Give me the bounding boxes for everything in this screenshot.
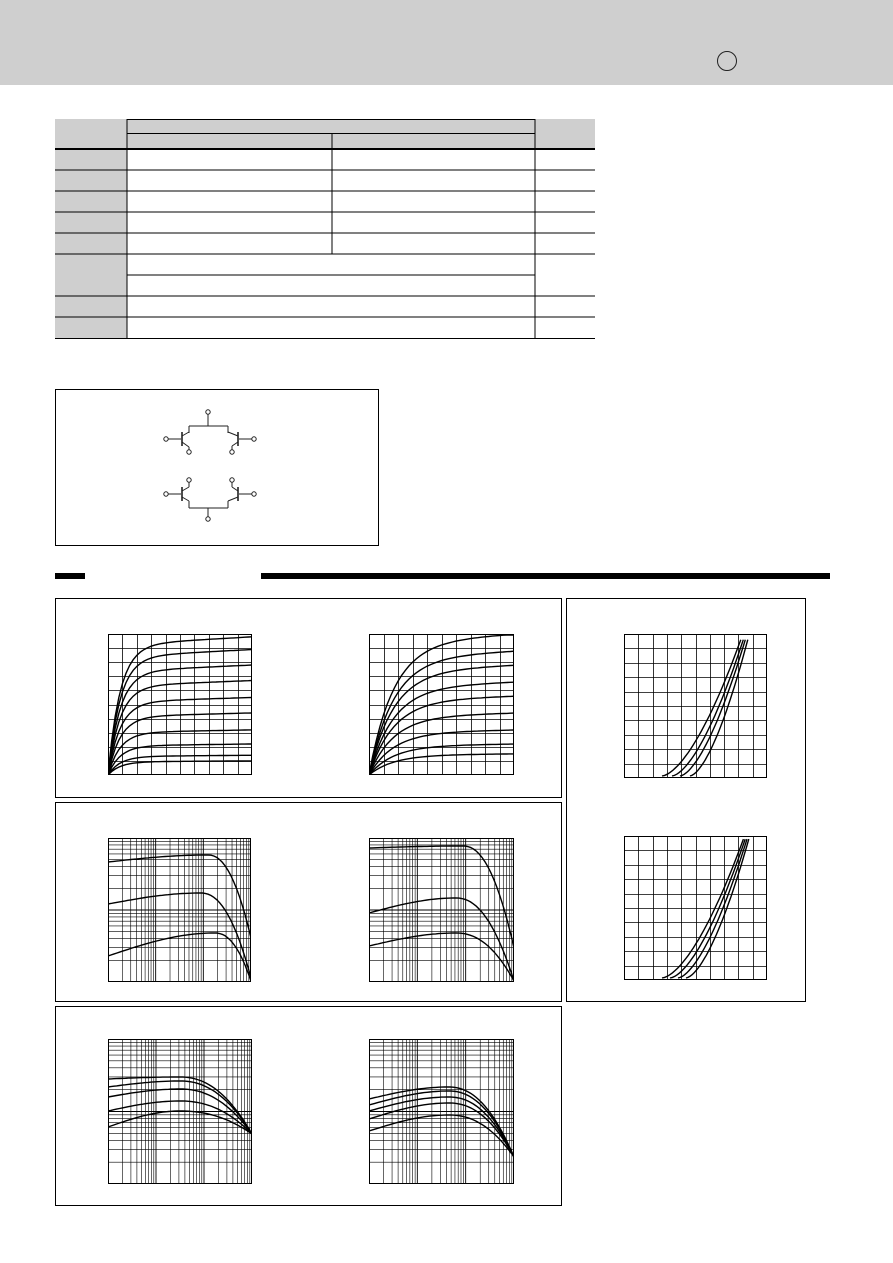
dc-gain-graph <box>108 1039 252 1184</box>
dc-gain-graph <box>369 838 514 982</box>
characteristic-curve-icon <box>369 933 514 981</box>
characteristic-curve-icon <box>662 640 741 776</box>
transistor-icon <box>228 432 256 454</box>
output-characteristic-graph <box>108 634 252 775</box>
plot-frame <box>625 635 767 778</box>
dc-gain-graph <box>369 1039 514 1184</box>
plot-frame <box>109 635 252 775</box>
characteristic-curve-icon <box>369 898 514 981</box>
transistor-icon <box>164 478 191 501</box>
section-bar <box>55 573 85 579</box>
plot-frame <box>625 837 767 980</box>
table-firstcol-fill <box>55 149 127 339</box>
transistor-icon <box>164 432 191 454</box>
characteristic-curve-icon <box>108 855 251 938</box>
characteristic-curve-icon <box>369 744 514 775</box>
characteristic-curve-icon <box>108 755 252 775</box>
characteristic-curve-icon <box>108 730 252 775</box>
header-band <box>0 0 893 85</box>
section-bar <box>261 573 830 579</box>
circle-icon <box>717 51 737 71</box>
characteristic-curve-icon <box>108 761 252 775</box>
input-characteristic-graph <box>624 634 767 778</box>
characteristic-curve-icon <box>369 1097 514 1157</box>
output-characteristic-graph <box>369 634 514 775</box>
characteristic-curve-icon <box>108 933 251 981</box>
terminal-icon <box>206 410 210 414</box>
input-characteristic-graph <box>624 836 767 980</box>
characteristic-curve-icon <box>108 637 252 775</box>
circuit-diagram <box>55 389 379 546</box>
transistor-icon <box>228 478 256 501</box>
dc-gain-graph <box>108 838 251 982</box>
characteristic-curve-icon <box>369 665 514 775</box>
spec-table <box>55 119 595 339</box>
characteristic-curve-icon <box>369 730 514 775</box>
terminal-icon <box>206 517 210 521</box>
